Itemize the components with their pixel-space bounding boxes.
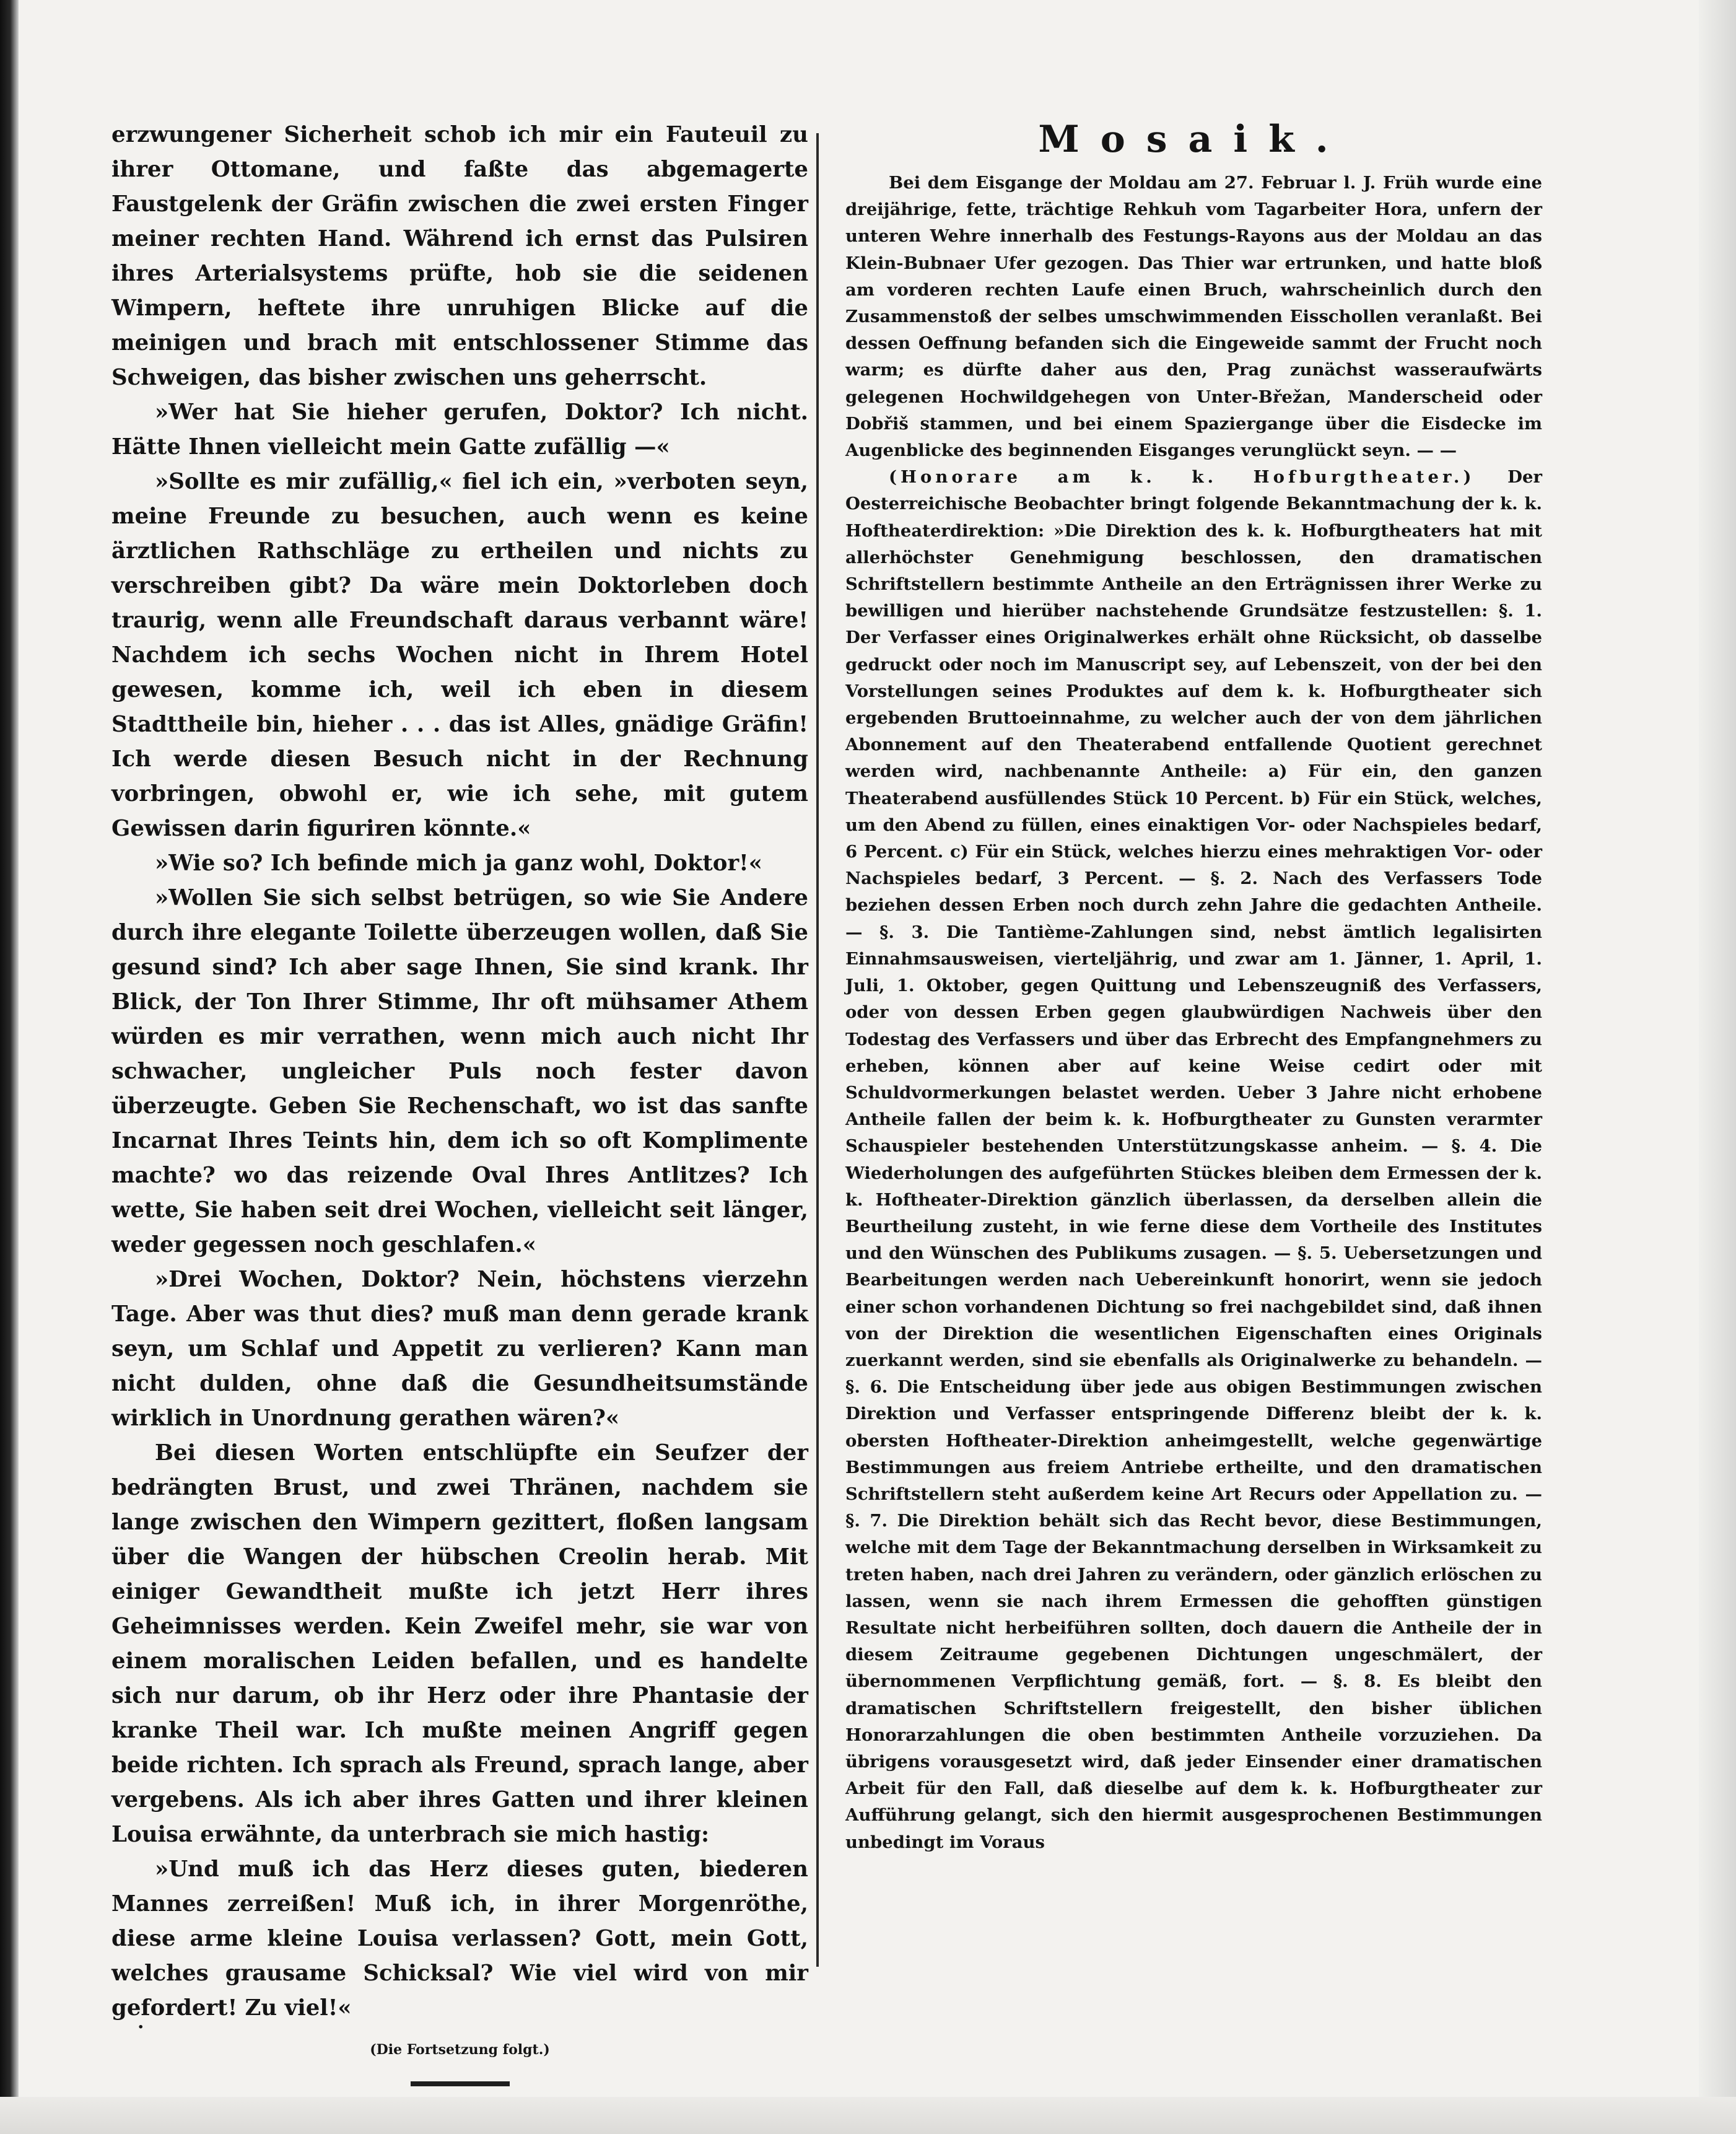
paragraph: »Wer hat Sie hieher gerufen, Doktor? Ich nicht. Hätte Ihnen vielleicht mein Gatte zufällig —« (111, 400, 808, 460)
scan-bottom-edge (0, 2097, 1736, 2134)
column-divider (816, 133, 819, 1967)
paragraph: »Sollte es mir zufällig,« fiel ich ein, »verboten seyn, meine Freunde zu besuchen, auch wenn es keine ärztlichen Rathschläge zu ertheilen und nichts zu verschreiben gibt? Da wäre mein Doktorleben doch traurig, wenn alle Freundschaft daraus verbannt wäre! Nachdem ich sechs Wochen nicht in Ihrem Hotel gewesen, komme ich, weil ich eben in diesem Stadttheile bin, hieher . . . das ist Alles, gnädige Gräfin! Ich werde diesen Besuch nicht in der Rechnung vorbringen, obwohl er, wie ich sehe, mit gutem Gewissen darin figuriren könnte.« (111, 469, 808, 841)
article-heading: (Honorare am k. k. Hofburgtheater.) (889, 467, 1475, 488)
scan-right-edge (1699, 0, 1736, 2134)
section-title: Mosaik. (1038, 118, 1350, 161)
stray-mark: · (137, 2016, 144, 2038)
paragraph: erzwungener Sicherheit schob ich mir ein Fauteuil zu ihrer Ottomane, und faßte das abgemagerte Faustgelenk der Gräfin zwischen die zwei ersten Finger meiner rechten Hand. Während ich ernst das Pulsiren ihres Arterialsystems prüfte, hob sie die seidenen Wimpern, heftete ihre unruhigen Blicke auf die meinigen und brach mit entschlossener Stimme das Schweigen, das bisher zwischen uns geherrscht. (111, 122, 808, 390)
continuation-note: (Die Fortsetzung folgt.) (370, 2042, 550, 2058)
right-column (845, 118, 1542, 1856)
paragraph: »Drei Wochen, Doktor? Nein, höchstens vierzehn Tage. Aber was thut dies? muß man denn gerade krank seyn, um Schlaf und Appetit zu verlieren? Kann man nicht dulden, ohne daß die Gesundheitsumstände wirklich in Unordnung gerathen wären?« (111, 1267, 808, 1431)
paragraph: »Und muß ich das Herz dieses guten, biederen Mannes zerreißen! Muß ich, in ihrer Morgenröthe, diese arme kleine Louisa verlassen? Gott, mein Gott, welches grausame Schicksal? Wie viel wird von mir gefordert! Zu viel!« (111, 1856, 808, 2021)
paragraph: »Wollen Sie sich selbst betrügen, so wie Sie Andere durch ihre elegante Toilette überzeugen wollen, daß Sie gesund sind? Ich aber sage Ihnen, Sie sind krank. Ihr Blick, der Ton Ihrer Stimme, Ihr oft mühsamer Athem würden es mir verrathen, wenn mich auch nicht Ihr schwacher, ungleicher Puls noch fester davon überzeugte. Geben Sie Rechenschaft, wo ist das sanfte Incarnat Ihres Teints hin, dem ich so oft Komplimente machte? wo das reizende Oval Ihres Antlitzes? Ich wette, Sie haben seit drei Wochen, vielleicht seit länger, weder gegessen noch geschlafen.« (111, 885, 808, 1257)
left-column (111, 118, 808, 2086)
paragraph (845, 464, 1542, 1856)
paragraph: »Wie so? Ich befinde mich ja ganz wohl, Doktor!« (155, 851, 762, 876)
paragraph: Bei dem Eisgange der Moldau am 27. Februar l. J. Früh wurde eine dreijährige, fette, trächtige Rehkuh vom Tagarbeiter Hora, unfern der unteren Wehre innerhalb des Festungs-Rayons aus der Moldau an das Klein-Bubnaer Ufer gezogen. Das Thier war ertrunken, und hatte bloß am vorderen rechten Laufe einen Bruch, wahrscheinlich durch den Zusammenstoß der selbes umschwimmenden Eisschollen veranlaßt. Bei dessen Oeffnung befanden sich die Eingeweide sammt der Frucht noch warm; es dürfte daher aus den, Prag zunächst wasseraufwärts gelegenen Hochwildgehegen von Unter-Břežan, Manderscheid oder Dobřiš stammen, und bei einem Spaziergange über die Eisdecke im Augenblicke des beginnenden Eisganges verunglückt seyn. — — (845, 173, 1542, 461)
section-rule (411, 2081, 510, 2086)
article-body: Der Oesterreichische Beobachter bringt folgende Bekanntmachung der k. k. Hoftheaterdirektion: »Die Direktion des k. k. Hofburgtheaters hat mit allerhöchster Genehmigung beschlossen, den dramatischen Schriftstellern bestimmte Antheile an den Erträgnissen ihrer Werke zu bewilligen und hierüber nachstehende Grundsätze festzustellen: §. 1. Der Verfasser eines Originalwerkes erhält ohne Rücksicht, ob dasselbe gedruckt oder noch im Manuscript sey, auf Lebenszeit, von der bei den Vorstellungen seines Produktes auf dem k. k. Hofburgtheater sich ergebenden Bruttoeinnahme, zu welcher auch der von dem jährlichen Abonnement auf den Theaterabend entfallende Quotient gerechnet werden wird, nachbenannte Antheile: a) Für ein, den ganzen Theaterabend ausfüllendes Stück 10 Percent. b) Für ein Stück, welches, um den Abend zu füllen, eines einaktigen Vor- oder Nachspieles bedarf, 6 Percent. c) Für ein Stück, welches hierzu eines mehraktigen Vor- oder Nachspieles bedarf, 3 Percent. — §. 2. Nach des Verfassers Tode beziehen dessen Erben noch durch zehn Jahre die gedachten Antheile. — §. 3. Die Tantième-Zahlungen sind, nebst ämtlich legalisirten Einnahmsausweisen, vierteljährig, und zwar am 1. Jänner, 1. April, 1. Juli, 1. Oktober, gegen Quittung und Lebenszeugniß des Verfassers, oder von dessen Erben gegen glaubwürdigen Nachweis über den Todestag des Verfassers und über das Erbrecht des Empfangnehmers zu erheben, können aber auf keine Weise cedirt oder mit Schuldvormerkungen belastet werden. Ueber 3 Jahre nicht erhobene Antheile fallen der beim k. k. Hofburgtheater zu Gunsten verarmter Schauspieler bestehenden Unterstützungskasse anheim. — §. 4. Die Wiederholungen des aufgeführten Stückes bleiben dem Ermessen der k. k. Hoftheater-Direktion gänzlich überlassen, da derselben allein die Beurtheilung zusteht, in wie ferne diese dem Vortheile des Institutes und den Wünschen des Publikums zusagen. — §. 5. Uebersetzungen und Bearbeitungen werden nach Uebereinkunft honorirt, wenn sie jedoch einer schon vorhandenen Dichtung so frei nachgebildet sind, daß ihnen von der Direktion die wesentlichen Eigenschaften eines Originals zuerkannt werden, sind sie ebenfalls als Originalwerke zu behandeln. — §. 6. Die Entscheidung über jede aus obigen Bestimmungen zwischen Direktion und Verfasser entspringende Differenz bleibt der k. k. obersten Hoftheater-Direktion anheimgestellt, welche gegenwärtige Bestimmungen aus freiem Antriebe ertheilte, und den dramatischen Schriftstellern steht außerdem keine Art Recurs oder Appellation zu. — §. 7. Die Direktion behält sich das Recht bevor, diese Bestimmungen, welche mit dem Tage der Bekanntmachung derselben in Wirksamkeit zu treten haben, nach drei Jahren zu verändern, oder gänzlich erlöschen zu lassen, wenn sie nach ihrem Ermessen die gehofften günstigen Resultate nicht herbeiführen sollten, doch dauern die Antheile der in diesem Zeitraume gegebenen Dichtungen ungeschmälert, der übernommenen Verpflichtung gemäß, fort. — §. 8. Es bleibt den dramatischen Schriftstellern freigestellt, den bisher üblichen Honorarzahlungen die oben bestimmten Antheile vorzuziehen. Da übrigens vorausgesetzt wird, daß jeder Einsender einer dramatischen Arbeit für den Fall, daß dieselbe auf dem k. k. Hofburgtheater zur Aufführung gelangt, sich den hiermit ausgesprochenen Bestimmungen unbedingt im Voraus (845, 467, 1542, 1852)
scan-left-edge (0, 0, 19, 2134)
paragraph: Bei diesen Worten entschlüpfte ein Seufzer der bedrängten Brust, und zwei Thränen, nachdem sie lange zwischen den Wimpern gezittert, floßen langsam über die Wangen der hübschen Creolin herab. Mit einiger Gewandtheit mußte ich jetzt Herr ihres Geheimnisses werden. Kein Zweifel mehr, sie war von einem moralischen Leiden befallen, und es handelte sich nur darum, ob ihr Herz oder ihre Phantasie der kranke Theil war. Ich mußte meinen Angriff gegen beide richten. Ich sprach als Freund, sprach lange, aber vergebens. Als ich aber ihres Gatten und ihrer kleinen Louisa erwähnte, da unterbrach sie mich hastig: (111, 1440, 808, 1847)
